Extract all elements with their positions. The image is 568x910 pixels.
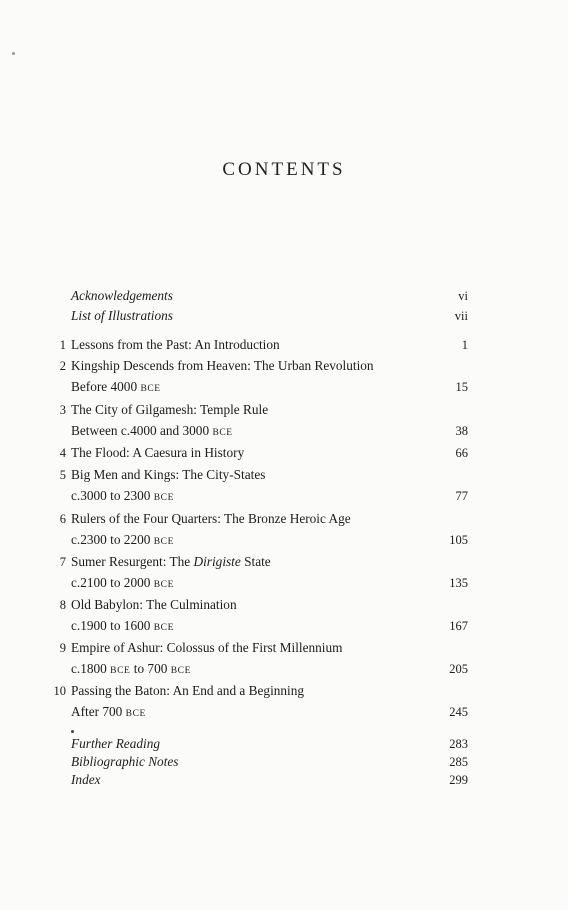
speck-mark (12, 52, 15, 55)
chapter-number: 4 (59, 446, 66, 460)
toc-chapter-5-subtitle (40, 487, 468, 505)
chapter-title: Kingship Descends from Heaven: The Urban Revolution (71, 358, 374, 373)
toc-page-number: 38 (455, 424, 468, 438)
chapter-subtitle: Between c.4000 and 3000 BCE (71, 423, 233, 438)
chapter-number: 6 (59, 512, 66, 526)
toc-page-number: 15 (455, 380, 468, 394)
toc-page-number: 105 (449, 533, 468, 547)
chapter-title: Big Men and Kings: The City-States (71, 467, 266, 482)
toc-page-number: 135 (449, 576, 468, 590)
chapter-subtitle: After 700 BCE (71, 704, 146, 719)
chapter-number: 1 (59, 338, 66, 352)
chapter-title: Rulers of the Four Quarters: The Bronze Heroic Age (71, 511, 351, 526)
toc-entry-label: List of Illustrations (71, 308, 173, 323)
toc-entry-label: Bibliographic Notes (71, 754, 179, 769)
chapter-subtitle: c.1900 to 1600 BCE (71, 618, 175, 633)
toc-chapter-1 (40, 336, 468, 354)
toc-chapter-9-subtitle (40, 660, 468, 678)
toc-page-number: 167 (449, 619, 468, 633)
chapter-title: The City of Gilgamesh: Temple Rule (71, 402, 269, 417)
toc-chapter-10-subtitle (40, 703, 468, 721)
toc-entry-label: Acknowledgements (71, 288, 173, 303)
toc-entry-acknowledgements (40, 287, 468, 305)
toc-entry-further-reading (40, 735, 468, 753)
toc-chapter-6-subtitle (40, 531, 468, 549)
toc-entry-illustrations (40, 307, 468, 325)
toc-entry-bibliographic-notes (40, 753, 468, 771)
chapter-title: Empire of Ashur: Colossus of the First Millennium (71, 640, 343, 655)
toc-chapter-4 (40, 444, 468, 462)
chapter-number: 2 (59, 359, 66, 373)
toc-chapter-3-subtitle (40, 422, 468, 440)
toc-entry-label: Further Reading (71, 736, 161, 751)
toc-chapter-7 (40, 553, 468, 571)
page-title: CONTENTS (222, 159, 346, 180)
toc-chapter-2 (40, 357, 468, 375)
toc-chapter-8 (40, 596, 468, 614)
stray-mark (71, 730, 74, 733)
toc-entry-label: Index (71, 772, 101, 787)
chapter-title: Sumer Resurgent: The Dirigiste State (71, 554, 271, 569)
toc-page-number: 77 (455, 489, 468, 503)
toc-chapter-8-subtitle (40, 617, 468, 635)
chapter-number: 8 (59, 598, 66, 612)
toc-page-number: 245 (449, 705, 468, 719)
toc-page-number: 205 (449, 662, 468, 676)
toc-page-number: 299 (449, 773, 468, 787)
toc-page-number: 66 (455, 446, 468, 460)
chapter-title: The Flood: A Caesura in History (71, 445, 245, 460)
toc-page-number: vi (458, 289, 468, 303)
chapter-title: Lessons from the Past: An Introduction (71, 337, 280, 352)
chapter-title: Passing the Baton: An End and a Beginning (71, 683, 305, 698)
chapter-number: 9 (59, 641, 66, 655)
toc-page-number: 283 (449, 737, 468, 751)
toc-entry-index (40, 771, 468, 789)
toc-chapter-6 (40, 510, 468, 528)
chapter-number: 7 (59, 555, 66, 569)
toc-chapter-7-subtitle (40, 574, 468, 592)
chapter-subtitle: c.2300 to 2200 BCE (71, 532, 175, 547)
chapter-number: 10 (53, 684, 66, 698)
toc-chapter-9 (40, 639, 468, 657)
toc-chapter-5 (40, 466, 468, 484)
chapter-subtitle: Before 4000 BCE (71, 379, 161, 394)
toc-page-number: 285 (449, 755, 468, 769)
toc-chapter-2-subtitle (40, 378, 468, 396)
toc-page-number: vii (454, 309, 468, 323)
toc-chapter-3 (40, 401, 468, 419)
chapter-number: 3 (59, 403, 66, 417)
toc-chapter-10 (40, 682, 468, 700)
chapter-number: 5 (59, 468, 66, 482)
chapter-subtitle: c.1800 BCE to 700 BCE (71, 661, 191, 676)
chapter-subtitle: c.2100 to 2000 BCE (71, 575, 175, 590)
toc-page-number: 1 (461, 338, 468, 352)
chapter-subtitle: c.3000 to 2300 BCE (71, 488, 175, 503)
chapter-title: Old Babylon: The Culmination (71, 597, 237, 612)
